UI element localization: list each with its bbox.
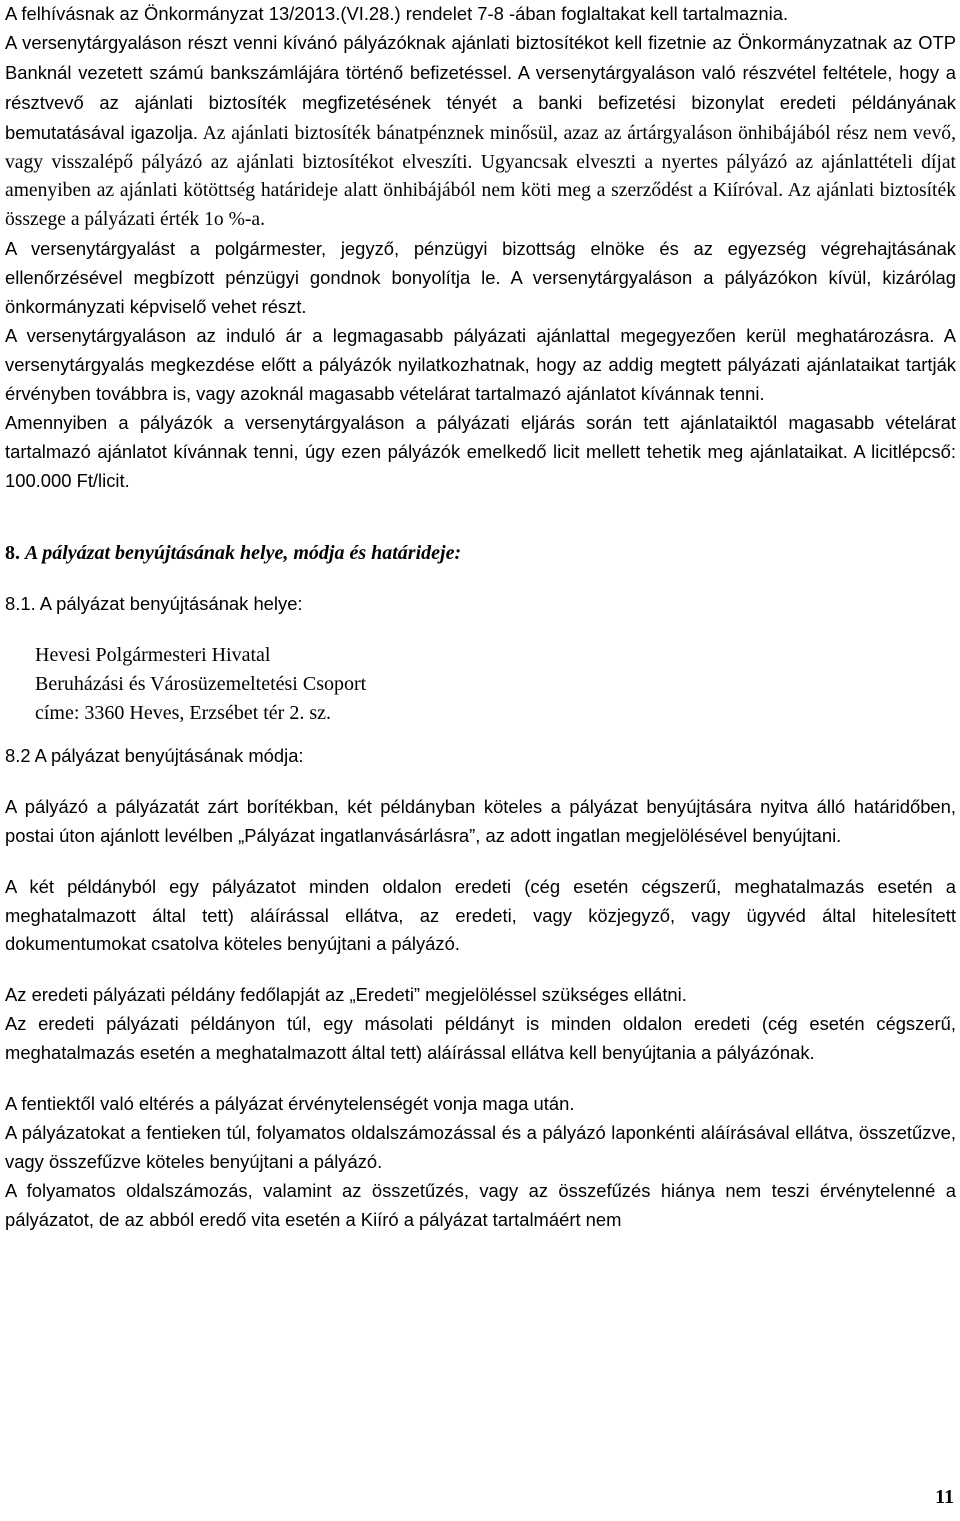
spacer <box>5 728 956 742</box>
paragraph-binding: A folyamatos oldalszámozás, valamint az összetűzés, vagy az összefűzés hiánya nem teszi érvénytelenné a pályázatot, de az abból eredő vita esetén a Kiíró a pályázat tartalmáért nem <box>5 1179 956 1230</box>
spacer <box>5 568 956 590</box>
paragraph-cover-page: Az eredeti pályázati példány fedőlapját az „Eredeti” megjelöléssel szükséges ellátni. <box>5 984 687 1006</box>
section-8-title: A pályázat benyújtásának helye, módja és határideje: <box>25 542 462 565</box>
address-line: Beruházási és Városüzemeltetési Csoport <box>35 673 367 696</box>
paragraph-bid-security <box>5 29 956 235</box>
spacer <box>5 959 956 981</box>
paragraph-bidding: Amennyiben a pályázók a versenytárgyaláson a pályázati eljárás során tett ajánlataiktól magasabb vételárat tartalmazó ajánlatot kívánnak tenni, úgy ezen pályázók emelkedő licit mellett tehetik meg ajánlataikat. A licitlépcső: 100.000 Ft/licit. <box>5 411 956 491</box>
bid-security-sans-text: A versenytárgyaláson részt venni kívánó pályázóknak ajánlati biztosítékot kell fizetnie az Önkormányzatnak az OTP Banknál vezetett számú bankszámlájára történő befizetéssel. A versenytárgyaláson való részvétel feltétele, hogy a résztvevő az ajánlati biztosíték megfizetésének tényét a banki befizetési bizonylat eredeti példányának bemutatásával igazolja. <box>5 31 956 143</box>
document-page <box>5 0 956 1235</box>
paragraph-copy: Az eredeti pályázati példányon túl, egy másolati példányt is minden oldalon eredeti (cég esetén cégszerű, meghatalmazás esetén a meghatalmazott által tett) aláírással ellátva kell benyújtania a pályázónak. <box>5 1013 956 1064</box>
paragraph-intro: A felhívásnak az Önkormányzat 13/2013.(VI.28.) rendelet 7-8 -ában foglaltakat kell tartalmaznia. <box>5 3 789 24</box>
spacer <box>5 851 956 873</box>
paragraph-conductors: A versenytárgyalást a polgármester, jegyző, pénzügyi bizottság elnöke és az egyezség végrehajtásának ellenőrzésével megbízott pénzügyi gondnok bonyolítja le. A versenytárgyaláson a pályázókon kívül, kizárólag önkormányzati képviselő vehet részt. <box>5 238 956 318</box>
paragraph-deviation: A fentiektől való eltérés a pályázat érvénytelenségét vonja maga után. <box>5 1093 575 1115</box>
section-8-2-label: 8.2 A pályázat benyújtásának módja: <box>5 744 304 766</box>
address-line: Hevesi Polgármesteri Hivatal <box>35 644 271 667</box>
paragraph-starting-price: A versenytárgyaláson az induló ár a legmagasabb pályázati ajánlattal megegyezően kerül meghatározásra. A versenytárgyalás megkezdése előtt a pályázók nyilatkozhatnak, hogy az addig megtett pályázati ajánlataikat tartják érvényben továbbra is, vagy azoknál magasabb vételárat tartalmazó ajánlatot kívánnak tenni. <box>5 324 956 404</box>
section-8-heading <box>5 539 956 568</box>
paragraph-page-numbering: A pályázatokat a fentieken túl, folyamatos oldalszámozással és a pályázó laponkénti aláírásával ellátva, összetűzve, vagy összefűzve köteles benyújtani a pályázó. <box>5 1122 956 1172</box>
section-8-number: 8. <box>5 542 25 565</box>
submission-address <box>5 641 956 728</box>
paragraph-envelope: A pályázó a pályázatát zárt borítékban, két példányban köteles a pályázat benyújtására nyitva álló határidőben, postai úton ajánlott levélben „Pályázat ingatlanvásárlásra”, az adott ingatlan megjelölésével benyújtani. <box>5 795 956 846</box>
section-8-1-label: 8.1. A pályázat benyújtásának helye: <box>5 593 303 615</box>
spacer <box>5 1068 956 1090</box>
page-number: 11 <box>935 1486 954 1508</box>
paragraph-signature: A két példányból egy pályázatot minden oldalon eredeti (cég esetén cégszerű, meghatalmazás esetén a meghatalmazott által tett) aláírással ellátva, az eredeti, vagy közjegyző, vagy ügyvéd által hitelesített dokumentumokat csatolva köteles benyújtani a pályázó. <box>5 875 956 955</box>
bid-security-serif-text: Az ajánlati biztosíték bánatpénznek minősül, azaz az ártárgyaláson önhibájából rész nem vevő, vagy visszalépő pályázó az ajánlati biztosítékot elveszíti. Ugyancsak elveszti a nyertes pályázó az ajánlattételi díjat amenyiben az ajánlati kötöttség határideje alatt önhibájából nem köti meg a szerződést a Kiíróval. Az ajánlati biztosíték összege a pályázati érték 1o %-a. <box>5 122 956 231</box>
address-line: címe: 3360 Heves, Erzsébet tér 2. sz. <box>35 702 332 725</box>
spacer <box>5 619 956 641</box>
spacer <box>5 771 956 793</box>
spacer <box>5 495 956 539</box>
